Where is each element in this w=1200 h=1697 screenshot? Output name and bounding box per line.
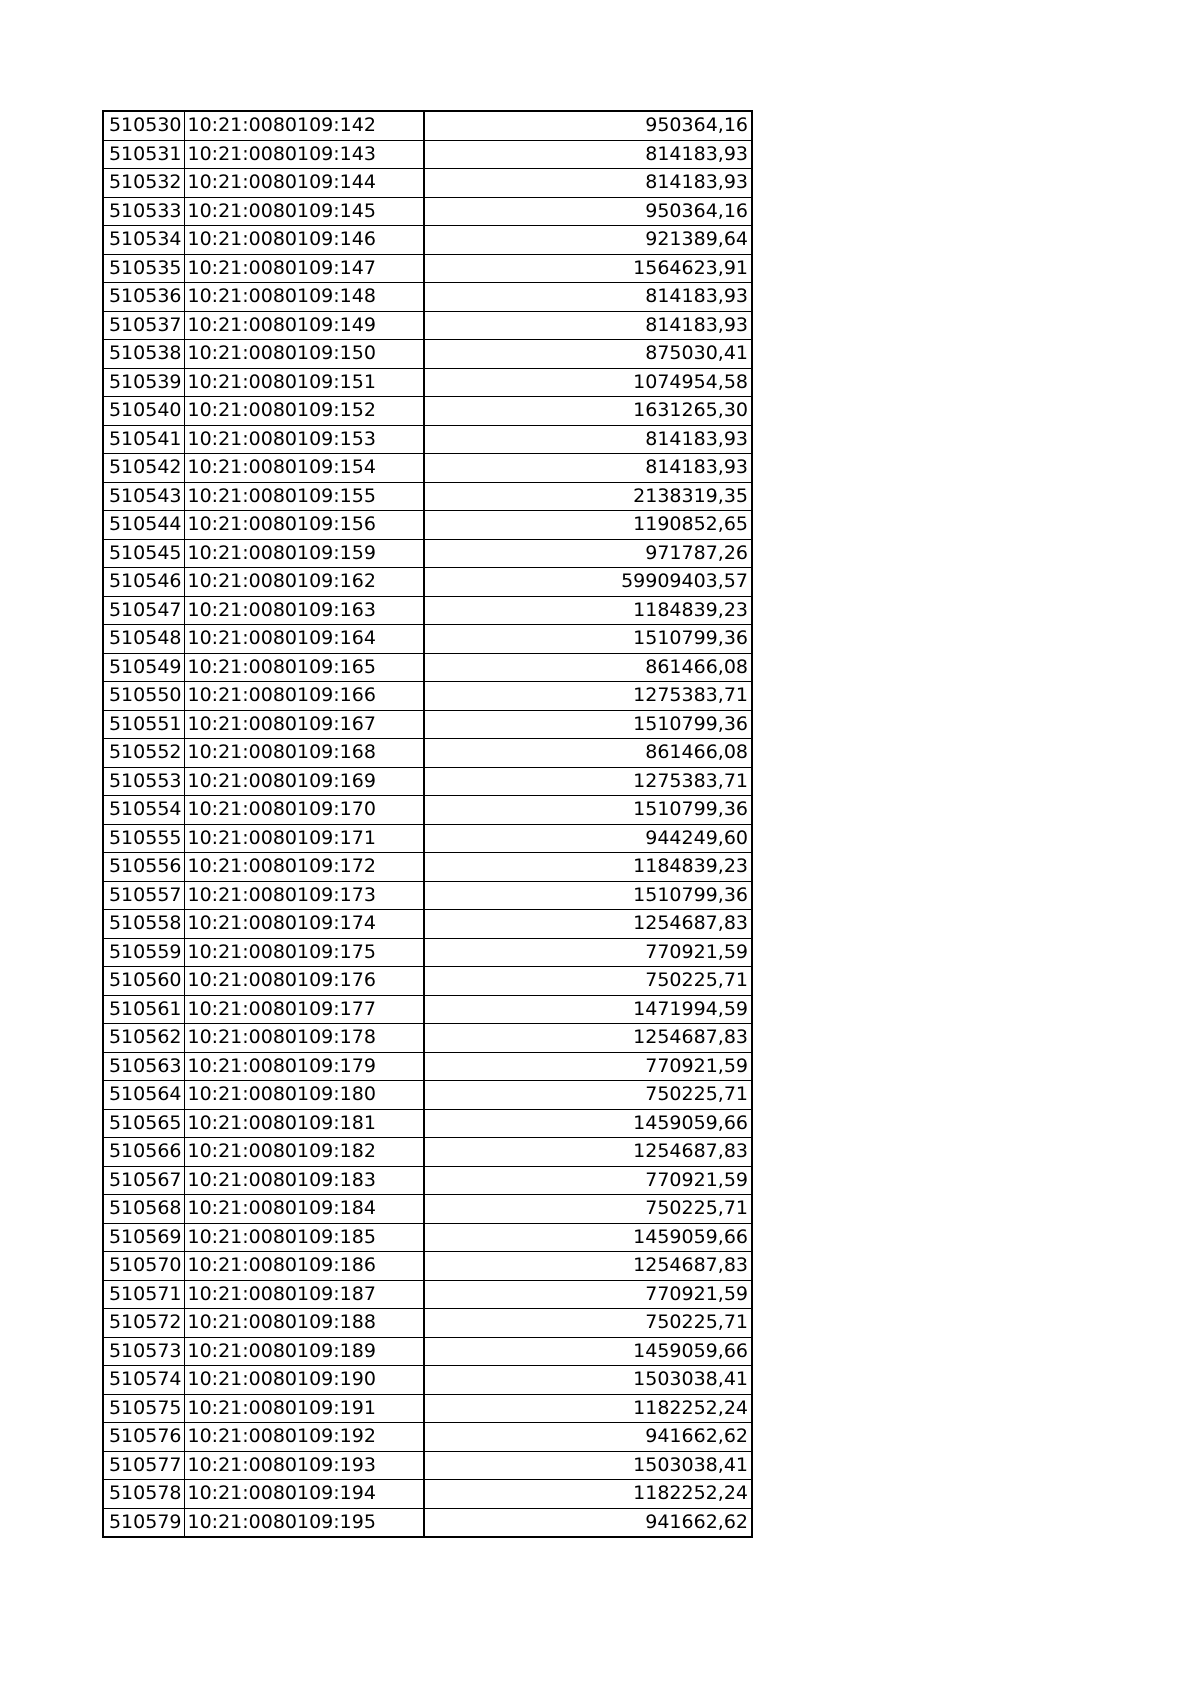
row-id-cell: 510550 bbox=[103, 682, 184, 711]
row-id-cell: 510569 bbox=[103, 1223, 184, 1252]
amount-cell: 1471994,59 bbox=[424, 995, 752, 1024]
table-row bbox=[103, 1309, 752, 1338]
amount-cell: 1503038,41 bbox=[424, 1366, 752, 1395]
amount-cell: 950364,16 bbox=[424, 197, 752, 226]
table-row bbox=[103, 482, 752, 511]
row-id-cell: 510574 bbox=[103, 1366, 184, 1395]
table-row bbox=[103, 511, 752, 540]
amount-cell: 1510799,36 bbox=[424, 881, 752, 910]
row-id-cell: 510539 bbox=[103, 368, 184, 397]
row-id-cell: 510540 bbox=[103, 397, 184, 426]
cadastral-number-cell: 10:21:0080109:180 bbox=[184, 1081, 424, 1110]
amount-cell: 1184839,23 bbox=[424, 853, 752, 882]
amount-cell: 750225,71 bbox=[424, 967, 752, 996]
amount-cell: 1182252,24 bbox=[424, 1394, 752, 1423]
amount-cell: 814183,93 bbox=[424, 169, 752, 198]
cadastral-number-cell: 10:21:0080109:144 bbox=[184, 169, 424, 198]
cadastral-number-cell: 10:21:0080109:169 bbox=[184, 767, 424, 796]
cadastral-number-cell: 10:21:0080109:142 bbox=[184, 111, 424, 140]
table-row bbox=[103, 1024, 752, 1053]
cadastral-number-cell: 10:21:0080109:166 bbox=[184, 682, 424, 711]
cadastral-number-cell: 10:21:0080109:151 bbox=[184, 368, 424, 397]
cadastral-number-cell: 10:21:0080109:191 bbox=[184, 1394, 424, 1423]
cadastral-number-cell: 10:21:0080109:154 bbox=[184, 454, 424, 483]
amount-cell: 770921,59 bbox=[424, 938, 752, 967]
table-row bbox=[103, 1223, 752, 1252]
table-row bbox=[103, 853, 752, 882]
row-id-cell: 510554 bbox=[103, 796, 184, 825]
row-id-cell: 510559 bbox=[103, 938, 184, 967]
table-row bbox=[103, 568, 752, 597]
table-row bbox=[103, 881, 752, 910]
table-row bbox=[103, 1480, 752, 1509]
table-row bbox=[103, 169, 752, 198]
cadastral-number-cell: 10:21:0080109:148 bbox=[184, 283, 424, 312]
cadastral-number-cell: 10:21:0080109:155 bbox=[184, 482, 424, 511]
amount-cell: 814183,93 bbox=[424, 311, 752, 340]
cadastral-number-cell: 10:21:0080109:195 bbox=[184, 1508, 424, 1537]
cadastral-number-cell: 10:21:0080109:172 bbox=[184, 853, 424, 882]
amount-cell: 941662,62 bbox=[424, 1423, 752, 1452]
amount-cell: 1564623,91 bbox=[424, 254, 752, 283]
cadastral-number-cell: 10:21:0080109:164 bbox=[184, 625, 424, 654]
row-id-cell: 510577 bbox=[103, 1451, 184, 1480]
cadastral-number-cell: 10:21:0080109:189 bbox=[184, 1337, 424, 1366]
row-id-cell: 510548 bbox=[103, 625, 184, 654]
row-id-cell: 510546 bbox=[103, 568, 184, 597]
row-id-cell: 510536 bbox=[103, 283, 184, 312]
table-row bbox=[103, 1508, 752, 1537]
table-row bbox=[103, 938, 752, 967]
table-row bbox=[103, 625, 752, 654]
amount-cell: 1074954,58 bbox=[424, 368, 752, 397]
cadastral-number-cell: 10:21:0080109:182 bbox=[184, 1138, 424, 1167]
table-row bbox=[103, 1195, 752, 1224]
table-row bbox=[103, 539, 752, 568]
amount-cell: 941662,62 bbox=[424, 1508, 752, 1537]
cadastral-number-cell: 10:21:0080109:175 bbox=[184, 938, 424, 967]
row-id-cell: 510576 bbox=[103, 1423, 184, 1452]
table-row bbox=[103, 682, 752, 711]
table-row bbox=[103, 197, 752, 226]
cadastral-number-cell: 10:21:0080109:149 bbox=[184, 311, 424, 340]
table-row bbox=[103, 1394, 752, 1423]
amount-cell: 814183,93 bbox=[424, 140, 752, 169]
row-id-cell: 510530 bbox=[103, 111, 184, 140]
row-id-cell: 510534 bbox=[103, 226, 184, 255]
row-id-cell: 510549 bbox=[103, 653, 184, 682]
amount-cell: 1459059,66 bbox=[424, 1109, 752, 1138]
row-id-cell: 510570 bbox=[103, 1252, 184, 1281]
row-id-cell: 510572 bbox=[103, 1309, 184, 1338]
amount-cell: 1275383,71 bbox=[424, 682, 752, 711]
row-id-cell: 510537 bbox=[103, 311, 184, 340]
row-id-cell: 510532 bbox=[103, 169, 184, 198]
amount-cell: 1254687,83 bbox=[424, 1252, 752, 1281]
row-id-cell: 510562 bbox=[103, 1024, 184, 1053]
cadastral-number-cell: 10:21:0080109:192 bbox=[184, 1423, 424, 1452]
table-row bbox=[103, 283, 752, 312]
cadastral-number-cell: 10:21:0080109:143 bbox=[184, 140, 424, 169]
amount-cell: 814183,93 bbox=[424, 283, 752, 312]
cadastral-number-cell: 10:21:0080109:184 bbox=[184, 1195, 424, 1224]
table-row bbox=[103, 1081, 752, 1110]
amount-cell: 770921,59 bbox=[424, 1166, 752, 1195]
table-row bbox=[103, 425, 752, 454]
cadastral-number-cell: 10:21:0080109:167 bbox=[184, 710, 424, 739]
table-row bbox=[103, 340, 752, 369]
table-row bbox=[103, 368, 752, 397]
cadastral-number-cell: 10:21:0080109:188 bbox=[184, 1309, 424, 1338]
table-row bbox=[103, 739, 752, 768]
row-id-cell: 510531 bbox=[103, 140, 184, 169]
table-row bbox=[103, 767, 752, 796]
table-row bbox=[103, 710, 752, 739]
amount-cell: 1503038,41 bbox=[424, 1451, 752, 1480]
row-id-cell: 510555 bbox=[103, 824, 184, 853]
table-row bbox=[103, 111, 752, 140]
cadastral-number-cell: 10:21:0080109:146 bbox=[184, 226, 424, 255]
amount-cell: 1459059,66 bbox=[424, 1223, 752, 1252]
table-body bbox=[103, 111, 752, 1537]
amount-cell: 1631265,30 bbox=[424, 397, 752, 426]
table-row bbox=[103, 140, 752, 169]
cadastral-number-cell: 10:21:0080109:186 bbox=[184, 1252, 424, 1281]
cadastral-number-cell: 10:21:0080109:181 bbox=[184, 1109, 424, 1138]
row-id-cell: 510543 bbox=[103, 482, 184, 511]
row-id-cell: 510558 bbox=[103, 910, 184, 939]
row-id-cell: 510566 bbox=[103, 1138, 184, 1167]
cadastral-number-cell: 10:21:0080109:193 bbox=[184, 1451, 424, 1480]
amount-cell: 1254687,83 bbox=[424, 910, 752, 939]
row-id-cell: 510561 bbox=[103, 995, 184, 1024]
amount-cell: 1254687,83 bbox=[424, 1024, 752, 1053]
row-id-cell: 510563 bbox=[103, 1052, 184, 1081]
row-id-cell: 510551 bbox=[103, 710, 184, 739]
cadastral-number-cell: 10:21:0080109:165 bbox=[184, 653, 424, 682]
row-id-cell: 510545 bbox=[103, 539, 184, 568]
amount-cell: 921389,64 bbox=[424, 226, 752, 255]
table-row bbox=[103, 1138, 752, 1167]
cadastral-number-cell: 10:21:0080109:152 bbox=[184, 397, 424, 426]
row-id-cell: 510541 bbox=[103, 425, 184, 454]
amount-cell: 770921,59 bbox=[424, 1052, 752, 1081]
amount-cell: 1254687,83 bbox=[424, 1138, 752, 1167]
cadastral-number-cell: 10:21:0080109:150 bbox=[184, 340, 424, 369]
amount-cell: 875030,41 bbox=[424, 340, 752, 369]
row-id-cell: 510567 bbox=[103, 1166, 184, 1195]
amount-cell: 861466,08 bbox=[424, 739, 752, 768]
row-id-cell: 510552 bbox=[103, 739, 184, 768]
cadastral-number-cell: 10:21:0080109:162 bbox=[184, 568, 424, 597]
table-row bbox=[103, 1280, 752, 1309]
cadastral-number-cell: 10:21:0080109:187 bbox=[184, 1280, 424, 1309]
amount-cell: 750225,71 bbox=[424, 1195, 752, 1224]
cadastral-number-cell: 10:21:0080109:173 bbox=[184, 881, 424, 910]
row-id-cell: 510542 bbox=[103, 454, 184, 483]
cadastral-number-cell: 10:21:0080109:156 bbox=[184, 511, 424, 540]
cadastral-number-cell: 10:21:0080109:153 bbox=[184, 425, 424, 454]
cadastral-number-cell: 10:21:0080109:194 bbox=[184, 1480, 424, 1509]
amount-cell: 1510799,36 bbox=[424, 625, 752, 654]
cadastral-number-cell: 10:21:0080109:178 bbox=[184, 1024, 424, 1053]
cadastral-number-cell: 10:21:0080109:190 bbox=[184, 1366, 424, 1395]
row-id-cell: 510560 bbox=[103, 967, 184, 996]
table-row bbox=[103, 995, 752, 1024]
amount-cell: 750225,71 bbox=[424, 1309, 752, 1338]
cadastral-number-cell: 10:21:0080109:171 bbox=[184, 824, 424, 853]
row-id-cell: 510553 bbox=[103, 767, 184, 796]
cadastral-number-cell: 10:21:0080109:170 bbox=[184, 796, 424, 825]
cadastral-number-cell: 10:21:0080109:163 bbox=[184, 596, 424, 625]
table-row bbox=[103, 653, 752, 682]
amount-cell: 971787,26 bbox=[424, 539, 752, 568]
cadastral-number-cell: 10:21:0080109:179 bbox=[184, 1052, 424, 1081]
amount-cell: 1275383,71 bbox=[424, 767, 752, 796]
table-row bbox=[103, 254, 752, 283]
cadastral-number-cell: 10:21:0080109:183 bbox=[184, 1166, 424, 1195]
table-row bbox=[103, 1423, 752, 1452]
table-row bbox=[103, 397, 752, 426]
row-id-cell: 510578 bbox=[103, 1480, 184, 1509]
amount-cell: 2138319,35 bbox=[424, 482, 752, 511]
amount-cell: 770921,59 bbox=[424, 1280, 752, 1309]
row-id-cell: 510533 bbox=[103, 197, 184, 226]
amount-cell: 1459059,66 bbox=[424, 1337, 752, 1366]
row-id-cell: 510575 bbox=[103, 1394, 184, 1423]
amount-cell: 1190852,65 bbox=[424, 511, 752, 540]
table-row bbox=[103, 1052, 752, 1081]
amount-cell: 750225,71 bbox=[424, 1081, 752, 1110]
row-id-cell: 510579 bbox=[103, 1508, 184, 1537]
row-id-cell: 510564 bbox=[103, 1081, 184, 1110]
row-id-cell: 510538 bbox=[103, 340, 184, 369]
amount-cell: 1184839,23 bbox=[424, 596, 752, 625]
cadastral-number-cell: 10:21:0080109:174 bbox=[184, 910, 424, 939]
row-id-cell: 510547 bbox=[103, 596, 184, 625]
cadastral-number-cell: 10:21:0080109:168 bbox=[184, 739, 424, 768]
amount-cell: 1182252,24 bbox=[424, 1480, 752, 1509]
row-id-cell: 510535 bbox=[103, 254, 184, 283]
row-id-cell: 510557 bbox=[103, 881, 184, 910]
table-row bbox=[103, 1109, 752, 1138]
table-row bbox=[103, 1451, 752, 1480]
amount-cell: 950364,16 bbox=[424, 111, 752, 140]
table-row bbox=[103, 311, 752, 340]
cadastral-number-cell: 10:21:0080109:185 bbox=[184, 1223, 424, 1252]
row-id-cell: 510573 bbox=[103, 1337, 184, 1366]
amount-cell: 814183,93 bbox=[424, 425, 752, 454]
row-id-cell: 510565 bbox=[103, 1109, 184, 1138]
data-table bbox=[102, 110, 753, 1538]
amount-cell: 1510799,36 bbox=[424, 710, 752, 739]
amount-cell: 814183,93 bbox=[424, 454, 752, 483]
amount-cell: 944249,60 bbox=[424, 824, 752, 853]
table-row bbox=[103, 796, 752, 825]
cadastral-number-cell: 10:21:0080109:159 bbox=[184, 539, 424, 568]
table-row bbox=[103, 1252, 752, 1281]
row-id-cell: 510556 bbox=[103, 853, 184, 882]
table-row bbox=[103, 1166, 752, 1195]
amount-cell: 59909403,57 bbox=[424, 568, 752, 597]
table-row bbox=[103, 454, 752, 483]
table-row bbox=[103, 1366, 752, 1395]
row-id-cell: 510571 bbox=[103, 1280, 184, 1309]
amount-cell: 1510799,36 bbox=[424, 796, 752, 825]
table-row bbox=[103, 596, 752, 625]
row-id-cell: 510544 bbox=[103, 511, 184, 540]
cadastral-number-cell: 10:21:0080109:147 bbox=[184, 254, 424, 283]
row-id-cell: 510568 bbox=[103, 1195, 184, 1224]
table-row bbox=[103, 967, 752, 996]
amount-cell: 861466,08 bbox=[424, 653, 752, 682]
cadastral-number-cell: 10:21:0080109:176 bbox=[184, 967, 424, 996]
table-row bbox=[103, 910, 752, 939]
table-row bbox=[103, 824, 752, 853]
cadastral-number-cell: 10:21:0080109:177 bbox=[184, 995, 424, 1024]
cadastral-number-cell: 10:21:0080109:145 bbox=[184, 197, 424, 226]
table-row bbox=[103, 1337, 752, 1366]
table-row bbox=[103, 226, 752, 255]
